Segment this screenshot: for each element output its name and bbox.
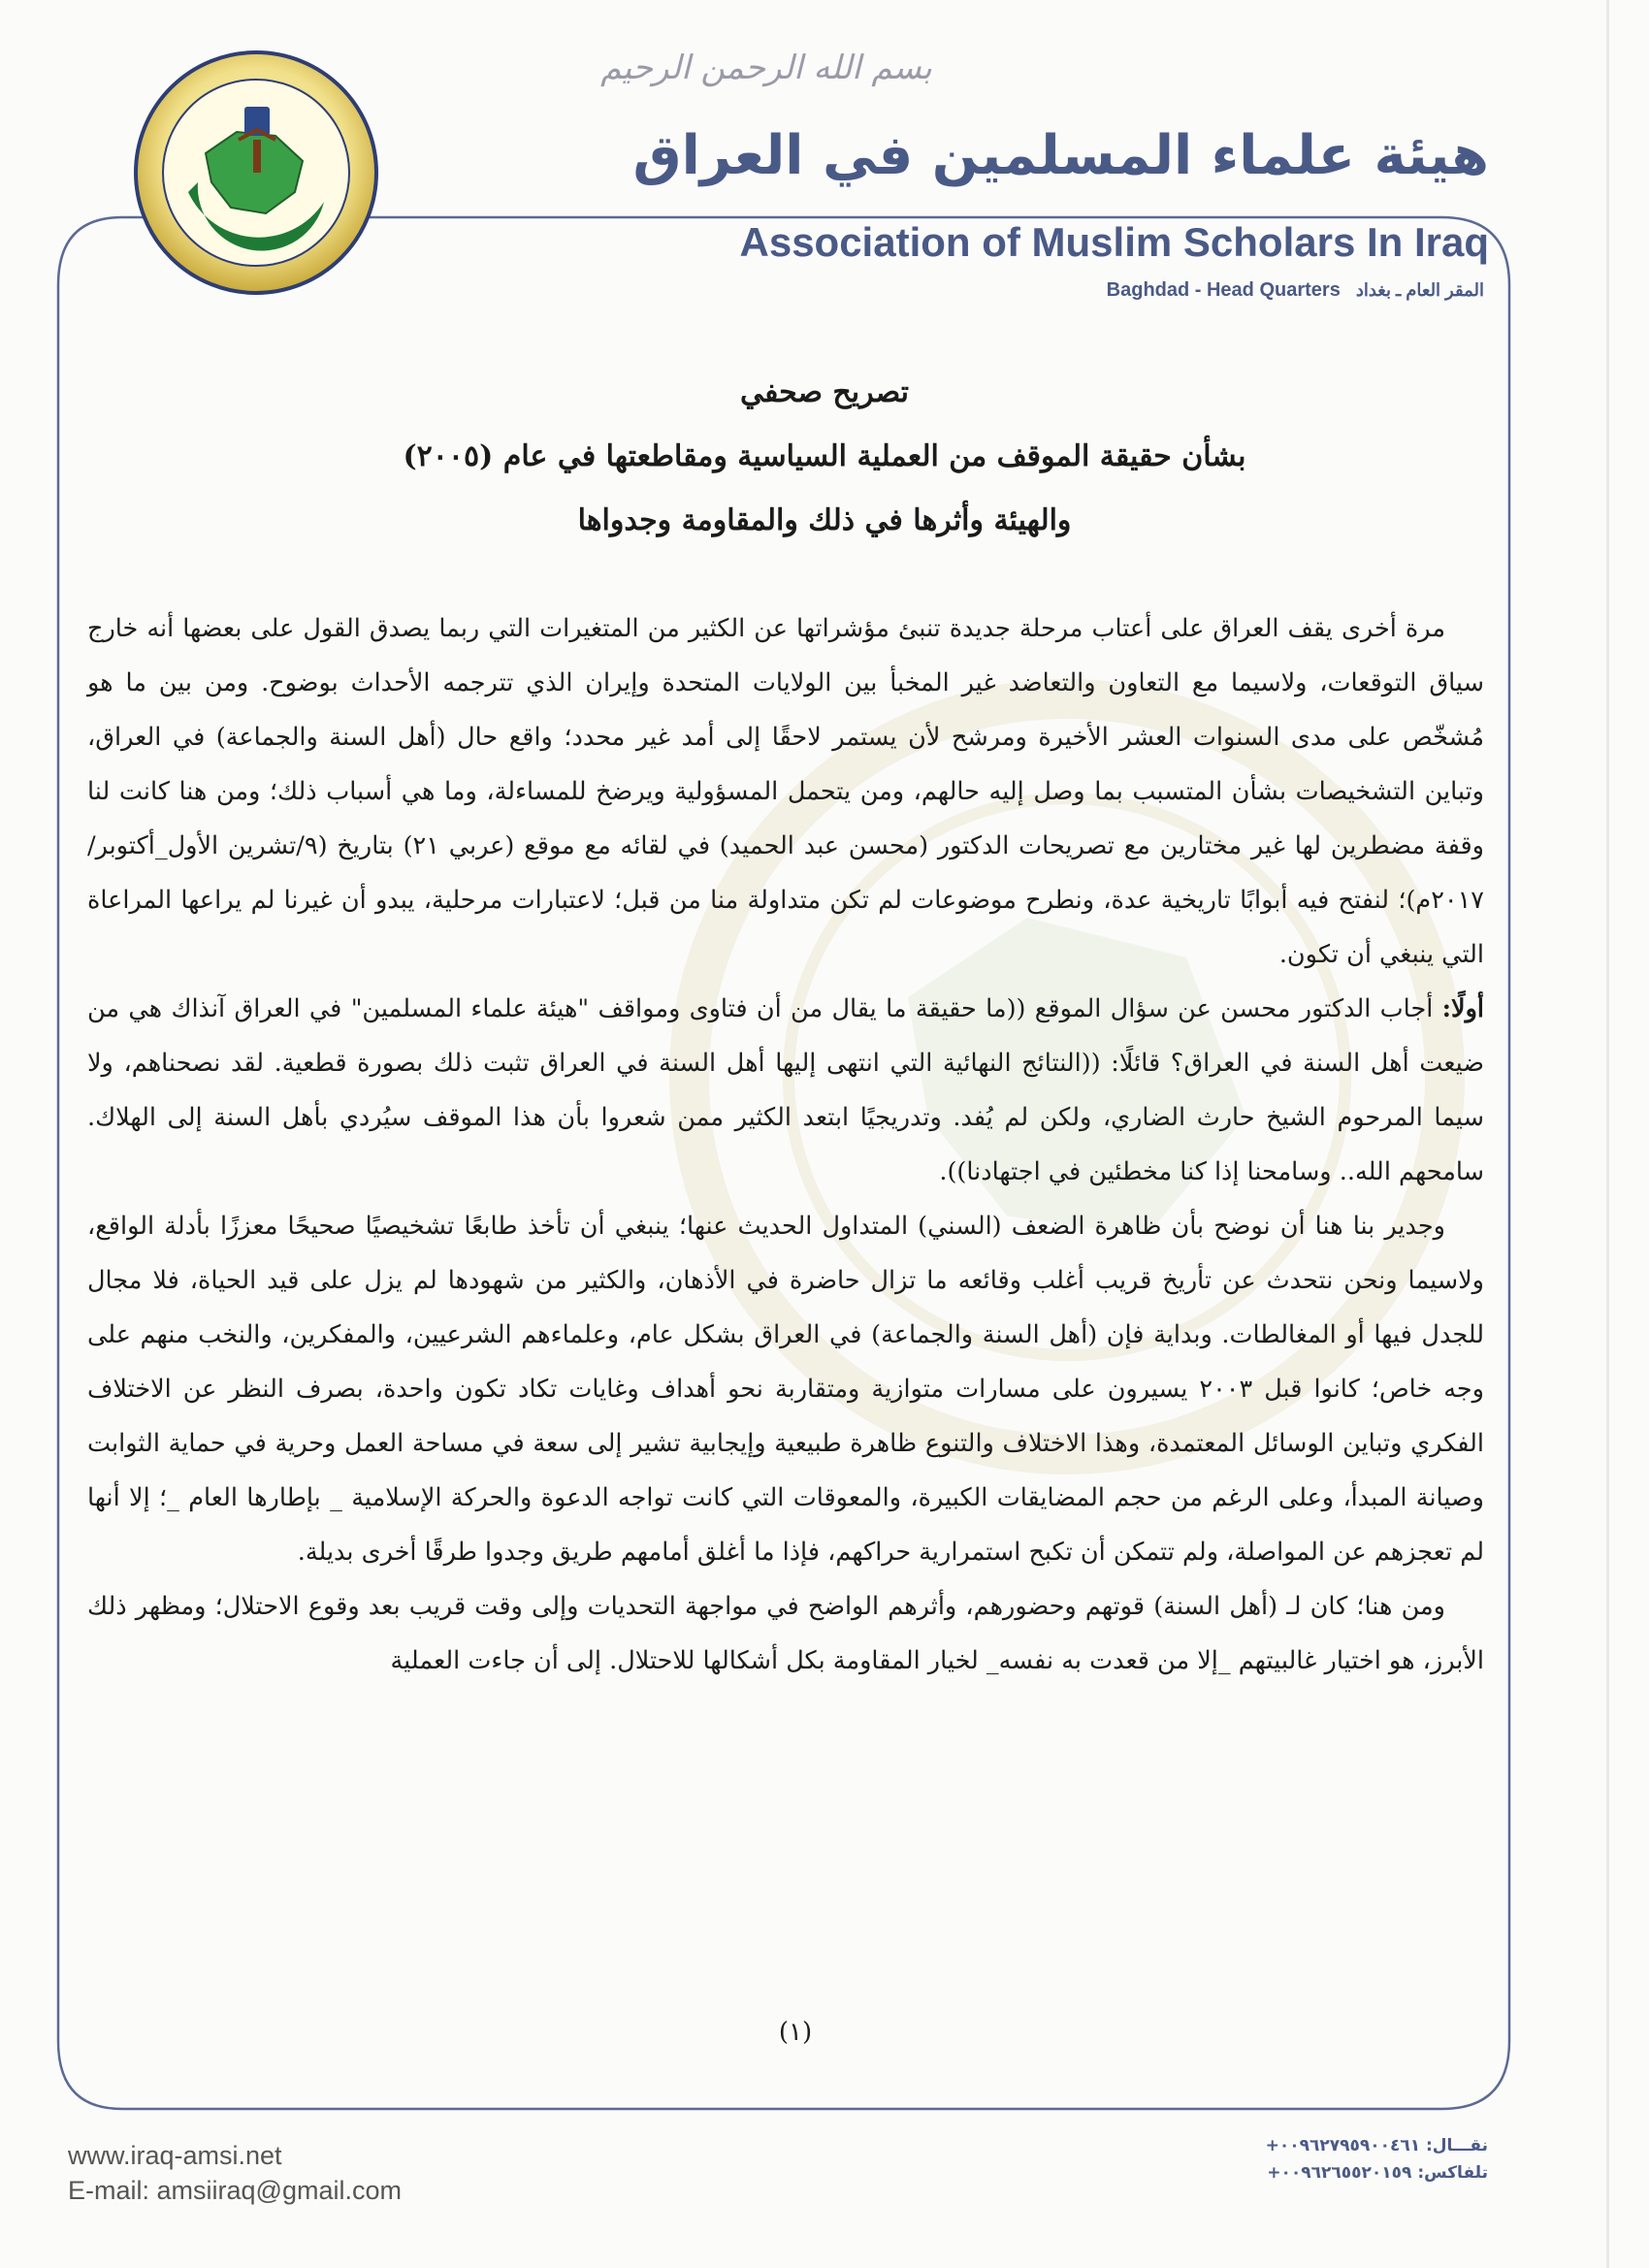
org-name-arabic: هيئة علماء المسلمين في العراق: [632, 124, 1489, 187]
mobile-number: نقـــال: ٠٠٩٦٢٧٩٥٩٠٠٤٦١+: [1265, 2136, 1488, 2155]
telefax-number: تلفاكس: ٠٠٩٦٢٦٥٥٢٠١٥٩+: [1267, 2163, 1488, 2183]
footer-contact-phone: [1266, 2132, 1488, 2187]
email-link[interactable]: E-mail: amsiiraq@gmail.com: [68, 2176, 402, 2205]
first-point-lead: أولًا:: [1441, 994, 1484, 1023]
title-press-statement: تصريح صحفي: [739, 375, 910, 409]
hq-english: Baghdad - Head Quarters: [1106, 279, 1341, 301]
statement-title-block: [136, 361, 1513, 553]
first-point-text: أجاب الدكتور محسن عن سؤال الموقع ((ما حقيقة ما يقال من أن فتاوى ومواقف "هيئة علماء المسلمين" في العراق آنذاك هي من ضيعت أهل السنة في العراق؟ قائلًا: ((النتائج النهائية التي انتهى إليها أهل السنة في العراق تثبت ذلك بصورة قطعية. لقد نصحناهم، ولا سيما المرحوم الشيخ حارث الضاري، ولكن لم يُفد. وتدريجيًا ابتعد الكثير ممن شعروا بأن هذا الموقف سيُردي بأهل السنة إلى الهلاك. سامحهم الله.. وسامحنا إذا كنا مخطئين في اجتهادنا)).: [87, 994, 1484, 1186]
paragraph-continuation: ومن هنا؛ كان لـ (أهل السنة) قوتهم وحضورهم، وأثرهم الواضح في مواجهة التحديات وإلى وقت قريب بعد وقوع الاحتلال؛ ومظهر ذلك الأبرز، هو اختيار غالبيتهم _إلا من قعدت به نفسه_ لخيار المقاومة بكل أشكالها للاحتلال. إلى أن جاءت العملية: [87, 1592, 1484, 1675]
bismillah-calligraphy: بسم الله الرحمن الرحيم: [600, 49, 932, 87]
statement-body: [87, 601, 1484, 1688]
footer-contact-web: [68, 2138, 402, 2208]
website-link[interactable]: www.iraq-amsi.net: [68, 2141, 282, 2170]
paragraph-analysis: وجدير بنا هنا أن نوضح بأن ظاهرة الضعف (السني) المتداول الحديث عنها؛ ينبغي أن تأخذ طابعًا تشخيصيًا صحيحًا معززًا بأدلة الواقع، ولاسيما ونحن نتحدث عن تأريخ قريب أغلب وقائعه ما تزال حاضرة في الأذهان، والكثير من شهودها لم يزل على قيد الحياة، فلا مجال للجدل فيها أو المغالطات. وبداية فإن (أهل السنة والجماعة) في العراق بشكل عام، وعلماءهم الشرعيين، والمفكرين، والنخب منهم على وجه خاص؛ كانوا قبل ٢٠٠٣ يسيرون على مسارات متوازية ومتقاربة نحو أهداف وغايات تكاد تكون واحدة، بصرف النظر عن الاختلاف الفكري وتباين الوسائل المعتمدة، وهذا الاختلاف والتنوع ظاهرة طبيعية وإيجابية تشير إلى سعة في مساحة العمل وحرية في حماية الثوابت وصيانة المبدأ، وعلى الرغم من حجم المضايقات الكبيرة، والمعوقات التي كانت تواجه الدعوة والحركة الإسلامية _ بإطارها العام _؛ إلا أنها لم تعجزهم عن المواصلة، ولم تتمكن أن تكبح استمرارية حراكهم، فإذا ما أغلق أمامهم طريق وجدوا طرقًا أخرى بديلة.: [87, 1212, 1484, 1567]
page-edge-shadow: [1606, 0, 1609, 2268]
hq-arabic: المقر العام ـ بغداد: [1355, 280, 1484, 300]
organization-seal-logo: [130, 47, 382, 299]
paragraph-first-point: [87, 982, 1484, 1199]
org-name-english: Association of Muslim Scholars In Iraq: [739, 219, 1489, 265]
headquarters-line: [1107, 279, 1484, 302]
title-subject-line: بشأن حقيقة الموقف من العملية السياسية ومقاطعتها في عام (٢٠٠٥): [403, 439, 1246, 473]
title-subject-line-2: والهيئة وأثرها في ذلك والمقاومة وجدواها: [577, 503, 1072, 537]
page-number: (١): [778, 2018, 813, 2047]
paragraph-intro: مرة أخرى يقف العراق على أعتاب مرحلة جديدة تنبئ مؤشراتها عن الكثير من المتغيرات التي ربما يصدق القول على بعضها أنه خارج سياق التوقعات، ولاسيما مع التعاون والتعاضد غير المخبأ بين الولايات المتحدة وإيران الذي تترجمه الأحداث بوضوح. ومن بين ما هو مُشخّص على مدى السنوات العشر الأخيرة ومرشح لأن يستمر لاحقًا إلى أمد غير محدد؛ واقع حال (أهل السنة والجماعة) في العراق، وتباين التشخيصات بشأن المتسبب بما وصل إليه حالهم، ومن يتحمل المسؤولية ويرضخ للمساءلة، وما هي أسباب ذلك؛ ومن هنا كانت لنا وقفة مضطرين لها غير مختارين مع تصريحات الدكتور (محسن عبد الحميد) في لقائه مع موقع (عربي ٢١) بتاريخ (٩/تشرين الأول_أكتوبر/٢٠١٧م)؛ لنفتح فيه أبوابًا تاريخية عدة، ونطرح موضوعات لم تكن متداولة منا من قبل؛ لاعتبارات مرحلية، يبدو أن غيرنا لم يراعها المراعاة التي ينبغي أن تكون.: [87, 614, 1484, 969]
